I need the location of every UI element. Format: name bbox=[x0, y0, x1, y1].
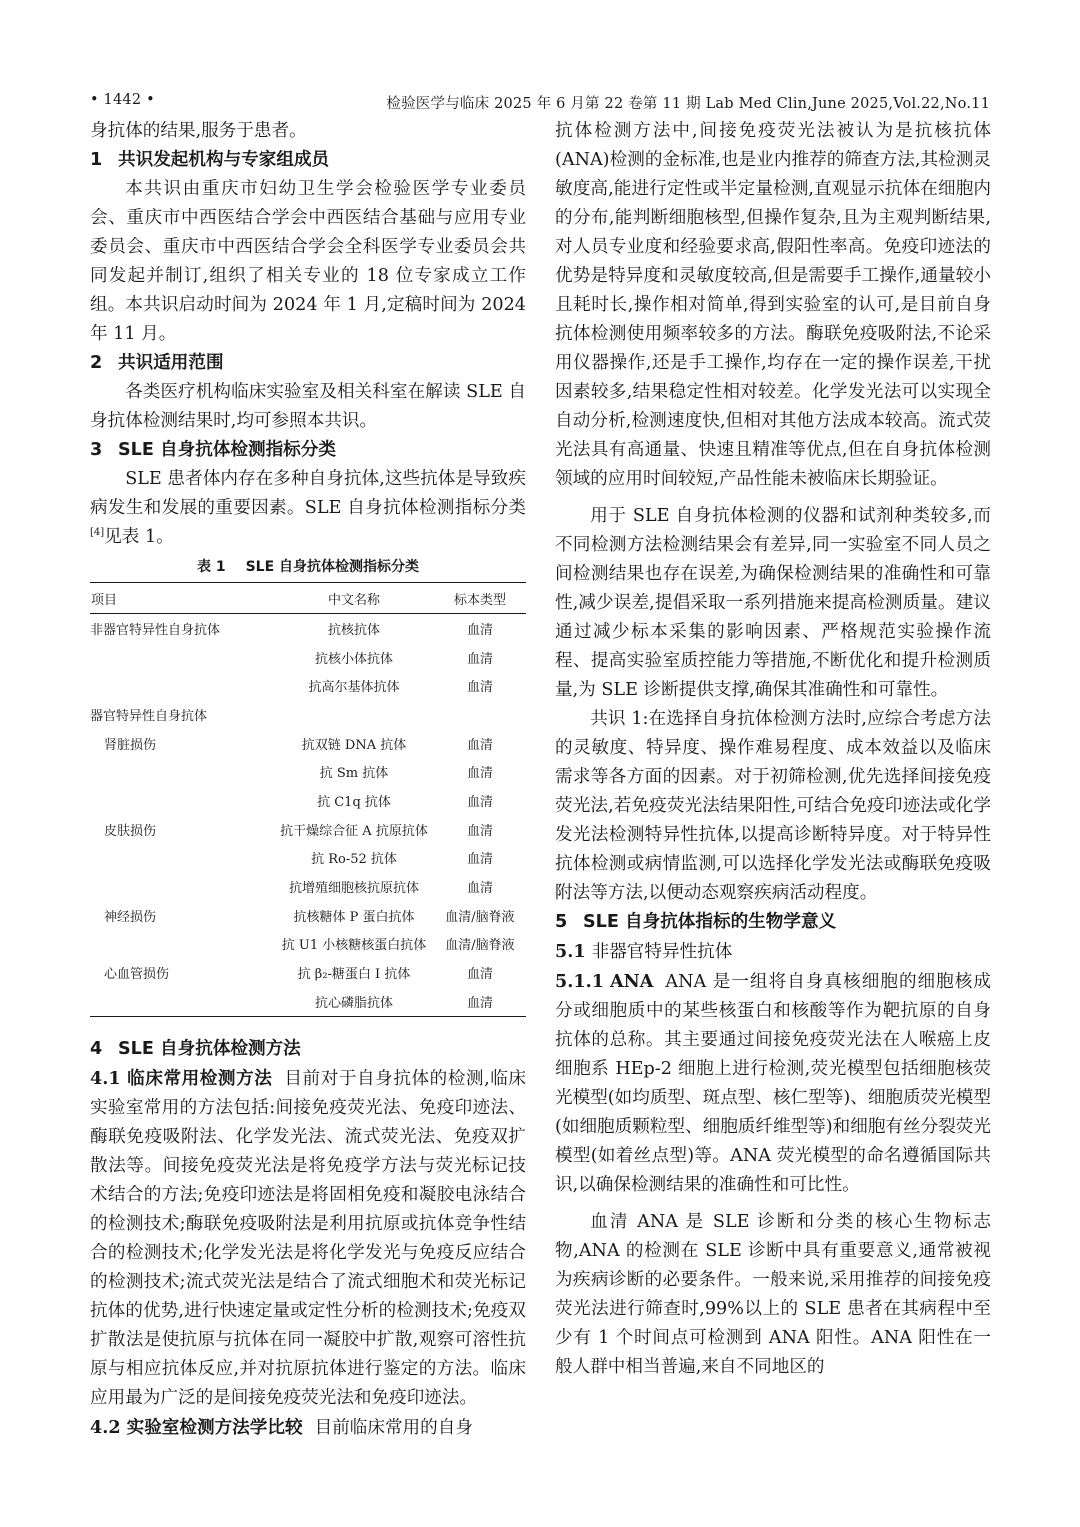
table-cell-name: 抗高尔基体抗体 bbox=[308, 680, 400, 696]
paragraph: 本共识由重庆市妇幼卫生学会检验医学专业委员会、重庆市中西医结合学会中西医结合基础与应用专业委员会、重庆市中西医结合学会全科医学专业委员会共同发起并制订,组织了相关专业的 18 位专家成立工作组。本共识启动时间为 2024 年 1 月,定稿时间为 2024 年 11 月。 bbox=[90, 179, 526, 344]
table-cell-item: 非器官特异性自身抗体 bbox=[90, 622, 221, 638]
table-cell-sample: 血清/脑脊液 bbox=[445, 938, 515, 954]
right-column bbox=[555, 117, 991, 1382]
table-cell-name: 抗干燥综合征 A 抗原抗体 bbox=[280, 823, 428, 839]
table-row bbox=[90, 844, 526, 873]
table-cell-item bbox=[90, 643, 274, 672]
table-cell-name: 抗双链 DNA 抗体 bbox=[301, 737, 407, 753]
paragraph: 用于 SLE 自身抗体检测的仪器和试剂种类较多,而不同检测方法检测结果会有差异,同一实验室不同人员之间检测结果也存在误差,为确保检测结果的准确性和可靠性,减少误差,提倡采取一系列措施来提高检测质量。建议通过减少标本采集的影响因素、严格规范实验操作流程、提高实验室质控能力等措施,不断优化和提升检测质量,为 SLE 诊断提供支撑,确保其准确性和可靠性。 bbox=[555, 506, 991, 700]
citation-ref: [4] bbox=[90, 527, 105, 539]
table-cell-sample: 血清 bbox=[466, 737, 493, 753]
paragraph: 5.1.1 ANA ANA 是一组将自身真核细胞的细胞核成分或细胞质中的某些核蛋白和核酸等作为靶抗原的自身抗体的总称。其主要通过间接免疫荧光法在人喉癌上皮细胞系 HEp-2 细胞上进行检测,荧光模型包括细胞核荧光模型(如均质型、斑点型、核仁型等)、细胞质荧光模型(如细胞质颗粒型、细胞质纤维型等)和细胞有丝分裂荧光模型(如着丝点型)等。ANA 荧光模型的命名遵循国际共识,以确保检测结果的准确性和可比性。 bbox=[555, 971, 991, 1195]
paragraph: 身抗体的结果,服务于患者。 bbox=[90, 121, 307, 141]
table-row bbox=[90, 643, 526, 672]
table-cell-name: 抗核小体抗体 bbox=[314, 651, 393, 667]
table-title: 表 1 SLE 自身抗体检测指标分类 bbox=[196, 559, 420, 575]
table-row bbox=[90, 872, 526, 901]
table-cell-name: 抗心磷脂抗体 bbox=[314, 995, 393, 1011]
table-cell-item bbox=[90, 872, 274, 901]
left-column bbox=[90, 117, 526, 1443]
page-number: • 1442 • bbox=[90, 92, 155, 108]
table-row bbox=[90, 614, 526, 643]
table-cell-sample: 血清 bbox=[466, 967, 493, 983]
subsection-heading-5-1: 5.1 非器官特异性抗体 bbox=[555, 941, 733, 962]
antibody-table bbox=[90, 582, 526, 1017]
table-row bbox=[90, 815, 526, 844]
column-header: 项目 bbox=[91, 592, 118, 608]
table-cell-sample: 血清 bbox=[466, 680, 493, 696]
table-row bbox=[90, 987, 526, 1016]
journal-citation: 检验医学与临床 2025 年 6 月第 22 卷第 11 期 Lab Med Clin,June 2025,Vol.22,No.11 bbox=[386, 96, 990, 112]
table-cell-sample: 血清/脑脊液 bbox=[445, 909, 515, 925]
table-row bbox=[90, 729, 526, 758]
table-row bbox=[90, 700, 526, 729]
table-cell-name: 抗增殖细胞核抗原抗体 bbox=[288, 881, 419, 897]
table-cell-name: 抗核抗体 bbox=[327, 622, 380, 638]
table-cell-sample: 血清 bbox=[466, 622, 493, 638]
table-cell-item: 皮肤损伤 bbox=[104, 823, 157, 839]
table-row bbox=[90, 671, 526, 700]
table-cell-sample: 血清 bbox=[466, 651, 493, 667]
table-cell-sample: 血清 bbox=[466, 794, 493, 810]
table-cell-item bbox=[90, 930, 274, 959]
paragraph: 各类医疗机构临床实验室及相关科室在解读 SLE 自身抗体检测结果时,均可参照本共识。 bbox=[90, 382, 526, 431]
table-cell-item: 心血管损伤 bbox=[104, 967, 170, 983]
table-cell-item bbox=[90, 844, 274, 873]
table-cell-item: 神经损伤 bbox=[104, 909, 157, 925]
paragraph: SLE 患者体内存在多种自身抗体,这些抗体是导致疾病发生和发展的重要因素。SLE 自身抗体检测指标分类[4]见表 1。 bbox=[90, 469, 526, 547]
column-header: 标本类型 bbox=[453, 592, 506, 608]
table-cell-item: 肾脏损伤 bbox=[104, 737, 157, 753]
table-row bbox=[90, 930, 526, 959]
table-row bbox=[90, 786, 526, 815]
table-cell-name: 抗 C1q 抗体 bbox=[317, 794, 391, 810]
column-header: 中文名称 bbox=[327, 592, 380, 608]
section-heading-5: 5 SLE 自身抗体指标的生物学意义 bbox=[555, 912, 837, 932]
table-header-row bbox=[90, 583, 526, 614]
table-cell-name: 抗 U1 小核糖核蛋白抗体 bbox=[281, 938, 427, 954]
table-cell-item bbox=[90, 786, 274, 815]
table-row bbox=[90, 901, 526, 930]
table-cell-name: 抗 β₂-糖蛋白 Ⅰ 抗体 bbox=[297, 967, 411, 983]
paragraph: 4.1 临床常用检测方法 目前对于自身抗体的检测,临床实验室常用的方法包括:间接免疫荧光法、免疫印迹法、酶联免疫吸附法、化学发光法、流式荧光法、免疫双扩散法等。间接免疫荧光法是将免疫学方法与荧光标记技术结合的方法;免疫印迹法是将固相免疫和凝胶电泳结合的检测技术;酶联免疫吸附法是利用抗原或抗体竞争性结合的检测技术;化学发光法是将化学发光与免疫反应结合的检测技术;流式荧光法是结合了流式细胞术和荧光标记抗体的优势,进行快速定量或定性分析的检测技术;免疫双扩散法是使抗原与抗体在同一凝胶中扩散,观察可溶性抗原与相应抗体反应,并对抗原抗体进行鉴定的方法。临床应用最为广泛的是间接免疫荧光法和免疫印迹法。 bbox=[90, 1067, 526, 1408]
paragraph: 4.2 实验室检测方法学比较 目前临床常用的自身 bbox=[90, 1416, 473, 1438]
section-heading-4: 4 SLE 自身抗体检测方法 bbox=[90, 1038, 301, 1059]
table-row bbox=[90, 958, 526, 987]
paragraph: 抗体检测方法中,间接免疫荧光法被认为是抗核抗体(ANA)检测的金标准,也是业内推荐的筛查方法,其检测灵敏度高,能进行定性或半定量检测,直观显示抗体在细胞内的分布,能判断细胞核型,但操作复杂,且为主观判断结果,对人员专业度和经验要求高,假阳性率高。免疫印迹法的优势是特异度和灵敏度较高,但是需要手工操作,通量较小且耗时长,操作相对简单,得到实验室的认可,是目前自身抗体检测使用频率较多的方法。酶联免疫吸附法,不论采用仪器操作,还是手工操作,均存在一定的操作误差,干扰因素较多,结果稳定性相对较差。化学发光法可以实现全自动分析,检测速度快,但相对其他方法成本较高。流式荧光法具有高通量、快速且精准等优点,但在自身抗体检测领域的应用时间较短,产品性能未被临床长期验证。 bbox=[555, 121, 991, 489]
table-cell-item bbox=[90, 757, 274, 786]
table-row bbox=[90, 757, 526, 786]
table-cell-item bbox=[90, 987, 274, 1016]
table-cell-name: 抗核糖体 P 蛋白抗体 bbox=[293, 909, 415, 925]
table-cell-sample: 血清 bbox=[466, 995, 493, 1011]
table-cell-name: 抗 Sm 抗体 bbox=[319, 766, 389, 782]
paragraph: 血清 ANA 是 SLE 诊断和分类的核心生物标志物,ANA 的检测在 SLE 诊断中具有重要意义,通常被视为疾病诊断的必要条件。一般来说,采用推荐的间接免疫荧光法进行筛查时,99%以上的 SLE 患者在其病程中至少有 1 个时间点可检测到 ANA 阳性。ANA 阳性在一般人群中相当普遍,来自不同地区的 bbox=[555, 1212, 991, 1377]
table-cell-sample: 血清 bbox=[466, 852, 493, 868]
consensus-statement: 共识 1:在选择自身抗体检测方法时,应综合考虑方法的灵敏度、特异度、操作难易程度、成本效益以及临床需求等各方面的因素。对于初筛检测,优先选择间接免疫荧光法,若免疫荧光法结果阳性,可结合免疫印迹法或化学发光法检测特异性抗体,以提高诊断特异度。对于特异性抗体检测或病情监测,可以选择化学发光法或酶联免疫吸附法等方法,以便动态观察疾病活动程度。 bbox=[555, 709, 991, 903]
table-cell-sample: 血清 bbox=[466, 881, 493, 897]
table-cell-sample bbox=[434, 700, 526, 729]
section-heading-2: 2 共识适用范围 bbox=[90, 353, 224, 373]
table-cell-sample: 血清 bbox=[466, 766, 493, 782]
table-cell-sample: 血清 bbox=[466, 823, 493, 839]
section-heading-3: 3 SLE 自身抗体检测指标分类 bbox=[90, 440, 336, 460]
section-heading-1: 1 共识发起机构与专家组成员 bbox=[90, 150, 330, 170]
table-cell-name bbox=[274, 700, 434, 729]
table-cell-name: 抗 Ro-52 抗体 bbox=[311, 852, 397, 868]
running-header bbox=[90, 86, 990, 116]
table-cell-item: 器官特异性自身抗体 bbox=[90, 708, 208, 724]
table-cell-item bbox=[90, 671, 274, 700]
